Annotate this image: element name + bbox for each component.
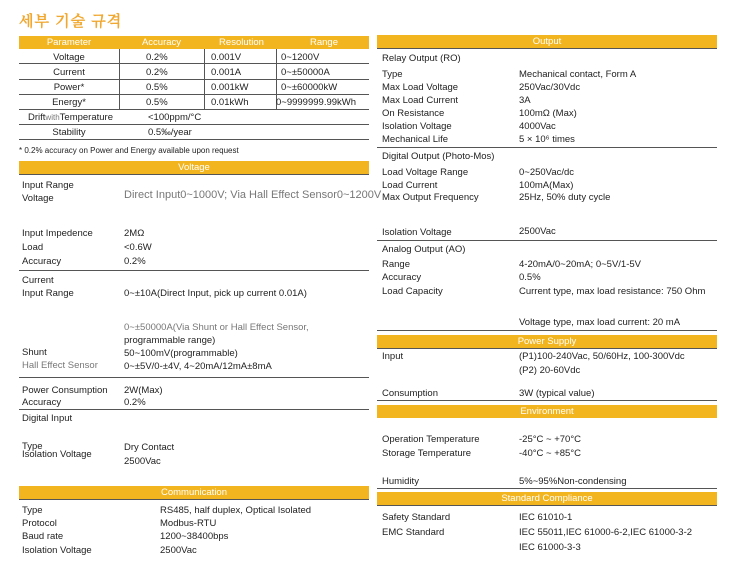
do-load-current-value: 100mA(Max) [519, 180, 574, 191]
ao-range-label: Range [382, 259, 410, 270]
divider [19, 377, 369, 378]
row-energy-resolution: 0.01kWh [211, 97, 249, 108]
drift-value: <100ppm/°C [148, 112, 202, 123]
row-power-accuracy: 0.5% [146, 82, 168, 93]
digital-input-isolation-value: 2500Vac [124, 456, 161, 467]
voltage-section-header: Voltage [19, 161, 369, 174]
humidity-value: 5%~95%Non-condensing [519, 476, 627, 487]
current-label: Current [22, 275, 54, 286]
relay-isolation-label: Isolation Voltage [382, 121, 452, 132]
divider [377, 147, 717, 148]
current-accuracy-label: Accuracy [22, 397, 62, 408]
emc-standard-label: EMC Standard [382, 527, 445, 538]
compliance-section-header: Standard Compliance [377, 492, 717, 505]
divider [19, 94, 369, 95]
power-consumption-value: 2W(Max) [124, 385, 163, 396]
row-energy-accuracy: 0.5% [146, 97, 168, 108]
divider [19, 409, 369, 410]
operation-temperature-label: Operation Temperature [382, 434, 480, 445]
relay-mechanical-life-value: 5 × 10⁶ times [519, 134, 575, 145]
do-isolation-value: 2500Vac [519, 226, 556, 237]
divider [19, 109, 369, 110]
divider [377, 505, 717, 506]
ao-accuracy-value: 0.5% [519, 272, 541, 283]
row-energy-range: 0~9999999.99kWh [276, 97, 357, 108]
comm-type-label: Type [22, 505, 43, 516]
divider [377, 488, 717, 489]
relay-max-current-value: 3A [519, 95, 531, 106]
voltage-accuracy-label: Accuracy [22, 256, 62, 267]
row-current-param: Current [53, 67, 85, 78]
shunt-value: 50~100mV(programmable) [124, 348, 238, 359]
load-value: <0.6W [124, 242, 152, 253]
relay-on-resistance-label: On Resistance [382, 108, 445, 119]
current-accuracy-value: 0.2% [124, 397, 146, 408]
hall-sensor-value: 0~±5V/0-±4V, 4~20mA/12mA±8mA [124, 361, 272, 372]
ps-input-value-p1: (P1)100-240Vac, 50/60Hz, 100-300Vdc [519, 351, 685, 362]
do-load-voltage-value: 0~250Vac/dc [519, 167, 575, 178]
do-load-current-label: Load Current [382, 180, 438, 191]
divider [19, 270, 369, 271]
comm-isolation-label: Isolation Voltage [22, 545, 92, 556]
digital-input-type-label: Type [22, 441, 43, 452]
shunt-label: Shunt [22, 347, 47, 358]
row-power-resolution: 0.001kW [211, 82, 249, 93]
digital-input-heading: Digital Input [22, 413, 73, 424]
emc-standard-value-2: IEC 61000-3-3 [519, 542, 581, 553]
stability-label: Stability [52, 127, 86, 138]
voltage-label: Voltage [22, 193, 54, 204]
do-max-frequency-label: Max Output Frequency [382, 192, 479, 203]
output-section-header: Output [377, 35, 717, 48]
digital-input-type-value: Dry Contact [124, 442, 175, 453]
divider [377, 348, 717, 349]
relay-output-heading: Relay Output (RO) [382, 53, 461, 64]
row-voltage-range: 0~1200V [281, 52, 320, 63]
emc-standard-value-1: IEC 55011,IEC 61000-6-2,IEC 61000-3-2 [519, 527, 693, 538]
ao-load-capacity-label: Load Capacity [382, 286, 443, 297]
comm-baud-value: 1200~38400bps [160, 531, 229, 542]
environment-section-header: Environment [377, 405, 717, 418]
ao-load-capacity-value: Current type, max load resistance: 750 Ohm [519, 286, 706, 297]
header-range: Range [310, 37, 338, 48]
comm-protocol-value: Modbus-RTU [160, 518, 217, 529]
relay-on-resistance-value: 100mΩ (Max) [519, 108, 577, 119]
comm-type-value: RS485, half duplex, Optical Isolated [160, 505, 312, 516]
ps-consumption-value: 3W (typical value) [519, 388, 595, 399]
row-voltage-resolution: 0.001V [211, 52, 242, 63]
ps-input-label: Input [382, 351, 404, 362]
row-power-param: Power* [53, 82, 85, 93]
divider [19, 139, 369, 140]
relay-type-label: Type [382, 69, 403, 80]
divider [119, 49, 120, 109]
relay-max-current-label: Max Load Current [382, 95, 459, 106]
relay-max-voltage-label: Max Load Voltage [382, 82, 459, 93]
communication-section-header: Communication [19, 486, 369, 499]
current-input-range-label: Input Range [22, 288, 74, 299]
spec-table-header [19, 36, 369, 49]
row-current-resolution: 0.001A [211, 67, 242, 78]
relay-max-voltage-value: 250Vac/30Vdc [519, 82, 581, 93]
power-supply-section-header: Power Supply [377, 335, 717, 348]
page-title: 세부 기술 규격 [19, 13, 123, 30]
row-energy-param: Energy* [52, 97, 86, 108]
do-max-frequency-value: 25Hz, 50% duty cycle [519, 192, 611, 203]
storage-temperature-value: -40°C ~ +85°C [519, 448, 581, 459]
comm-isolation-value: 2500Vac [160, 545, 197, 556]
divider [377, 330, 717, 331]
divider [377, 48, 717, 49]
safety-standard-value: IEC 61010-1 [519, 512, 573, 523]
safety-standard-label: Safety Standard [382, 512, 451, 523]
do-load-voltage-label: Load Voltage Range [382, 167, 469, 178]
impedance-label: Input Impedence [22, 228, 93, 239]
digital-input-isolation-label: Isolation Voltage [22, 449, 92, 460]
relay-type-value: Mechanical contact, Form A [519, 69, 637, 80]
ao-range-value: 4-20mA/0~20mA; 0~5V/1-5V [519, 259, 641, 270]
power-consumption-label: Power Consumption [22, 385, 108, 396]
relay-isolation-value: 4000Vac [519, 121, 556, 132]
divider [19, 79, 369, 80]
ao-voltage-type-value: Voltage type, max load current: 20 mA [519, 317, 681, 328]
header-resolution: Resolution [219, 37, 264, 48]
voltage-accuracy-value: 0.2% [124, 256, 146, 267]
ps-input-value-p2: (P2) 20-60Vdc [519, 365, 581, 376]
comm-protocol-label: Protocol [22, 518, 57, 529]
divider [377, 240, 717, 241]
operation-temperature-value: -25°C ~ +70°C [519, 434, 581, 445]
divider [204, 49, 205, 109]
digital-output-heading: Digital Output (Photo-Mos) [382, 151, 495, 162]
stability-value: 0.5‰/year [148, 127, 192, 138]
divider [377, 400, 717, 401]
row-power-range: 0~±60000kW [281, 82, 338, 93]
divider [19, 63, 369, 64]
humidity-label: Humidity [382, 476, 419, 487]
storage-temperature-label: Storage Temperature [382, 448, 472, 459]
analog-output-heading: Analog Output (AO) [382, 244, 466, 255]
footnote: * 0.2% accuracy on Power and Energy available upon request [19, 146, 239, 155]
divider [19, 174, 369, 175]
ao-accuracy-label: Accuracy [382, 272, 422, 283]
divider [19, 499, 369, 500]
voltage-input-range-label: Input Range [22, 180, 74, 191]
hall-sensor-label: Hall Effect Sensor [22, 360, 98, 371]
comm-baud-label: Baud rate [22, 531, 64, 542]
row-current-accuracy: 0.2% [146, 67, 168, 78]
sensor-range-line1: 0~±50000A(Via Shunt or Hall Effect Sensor, [124, 322, 309, 333]
ps-consumption-label: Consumption [382, 388, 438, 399]
row-voltage-accuracy: 0.2% [146, 52, 168, 63]
current-input-range-value: 0~±10A(Direct Input, pick up current 0.01A) [124, 288, 307, 299]
divider [19, 124, 369, 125]
voltage-value: Direct Input0~1000V; Via Hall Effect Sensor0~1200V [124, 189, 382, 201]
load-label: Load [22, 242, 44, 253]
do-isolation-label: Isolation Voltage [382, 227, 452, 238]
row-current-range: 0~±50000A [281, 67, 330, 78]
header-parameter: Parameter [46, 37, 92, 48]
relay-mechanical-life-label: Mechanical Life [382, 134, 449, 145]
drift-label: DriftwithTemperature [28, 112, 113, 123]
header-accuracy: Accuracy [141, 37, 182, 48]
sensor-range-line2: programmable range) [124, 335, 216, 346]
row-voltage-param: Voltage [53, 52, 85, 63]
impedance-value: 2MΩ [124, 228, 145, 239]
